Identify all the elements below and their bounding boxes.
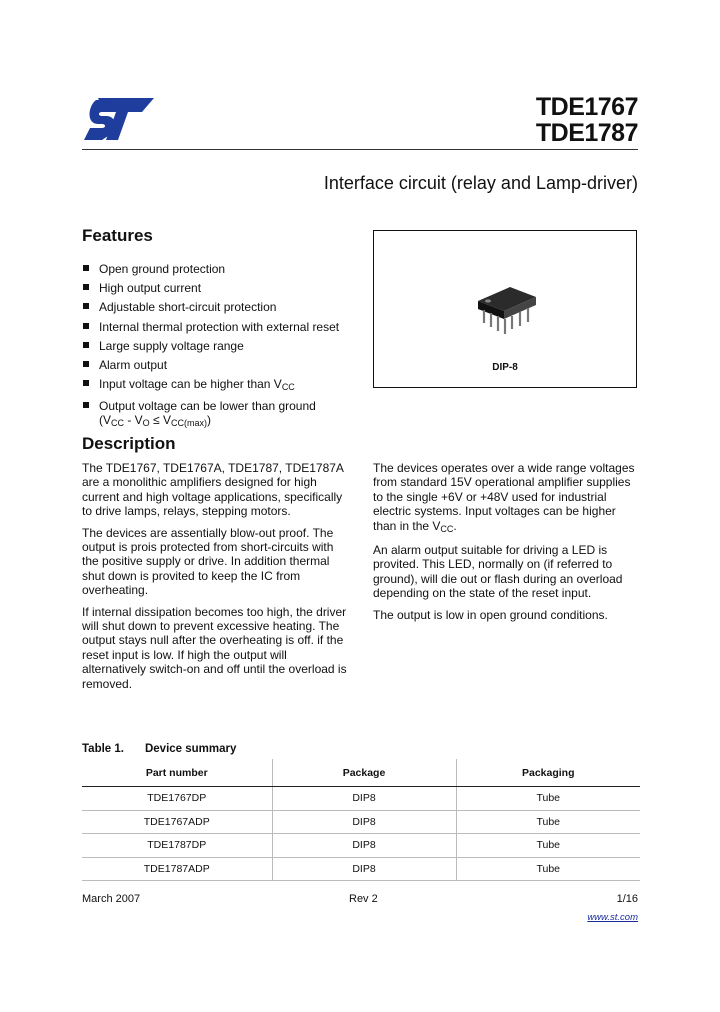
table-cell: DIP8 (272, 834, 456, 858)
list-item: Alarm output (82, 358, 372, 372)
list-item: Output voltage can be lower than ground $(V_{CC} - V_O \le V_{CC(max)})$ (82, 399, 372, 430)
table-cell: Tube (456, 857, 640, 881)
website-link[interactable]: www.st.com (587, 912, 638, 923)
table-header: Packaging (456, 759, 640, 787)
table-cell: DIP8 (272, 857, 456, 881)
table-row (82, 787, 640, 811)
list-item: Internal thermal protection with external reset (82, 320, 372, 334)
table-cell: TDE1787ADP (82, 857, 272, 881)
table-cell: TDE1767DP (82, 787, 272, 811)
table-cell: Tube (456, 834, 640, 858)
features-heading: Features (82, 226, 153, 245)
dip8-chip-image (474, 279, 542, 339)
list-item: Adjustable short-circuit protection (82, 300, 372, 314)
table-cell: TDE1767ADP (82, 810, 272, 834)
package-figure (373, 230, 637, 388)
table-row (82, 857, 640, 881)
footer-date: March 2007 (82, 893, 141, 905)
part-number-2: TDE1787 (535, 119, 638, 147)
list-item: Open ground protection (82, 262, 372, 276)
footer-page-number: 1/16 (616, 893, 638, 905)
table-cell: Tube (456, 787, 640, 811)
features-list (82, 262, 372, 436)
package-label: DIP-8 (492, 362, 518, 373)
part-number-1: TDE1767 (535, 93, 638, 121)
table-row (82, 810, 640, 834)
description-left-column (82, 461, 348, 698)
list-item: High output current (82, 281, 372, 295)
list-item: Large supply voltage range (82, 339, 372, 353)
paragraph: If internal dissipation becomes too high, the driver will shut down to prevent excessive heating. The output stays null after the overheating is off. if the reset input is low. If high the output will alternatively switch-on and off until the overload is removed. (82, 604, 347, 691)
table-header: Part number (82, 759, 272, 787)
footer-revision: Rev 2 (349, 893, 378, 905)
list-item: Input voltage can be higher than $V_{CC}$ (82, 377, 372, 394)
paragraph: The output is low in open ground conditions. (373, 607, 608, 622)
paragraph: The devices are assentially blow-out proof. The output is prois protected from short-circuits with the positive supply or drive. In addition thermal shut down is provited to keep the IC from overheating. (82, 525, 334, 598)
paragraph: The devices operates over a wide range voltages from standard 15V operational amplifier supplies to the single +6V or +48V used for industrial electric systems. Input voltages can be higher than in the $V_{CC}$. (373, 461, 635, 534)
header-rule (82, 149, 638, 150)
st-logo (82, 96, 156, 142)
table-row (82, 834, 640, 858)
table-caption: Table 1. Device summary (82, 743, 237, 755)
document-subtitle: Interface circuit (relay and Lamp-driver) (323, 173, 638, 193)
description-heading: Description (82, 434, 176, 453)
description-right-column (373, 461, 640, 629)
table-cell: DIP8 (272, 810, 456, 834)
table-header: Package (272, 759, 456, 787)
paragraph: An alarm output suitable for driving a LED is provited. This LED, normally on (if referred to ground), will die out or flash during an overload depending on the state of the reset input. (373, 543, 623, 601)
table-cell: TDE1787DP (82, 834, 272, 858)
table-cell: DIP8 (272, 787, 456, 811)
device-summary-table (82, 759, 640, 881)
paragraph: The TDE1767, TDE1767A, TDE1787, TDE1787A are a monolithic amplifiers designed for high current and high voltage applications, specifically to drive lamps, relays, stepping motors. (82, 461, 344, 519)
table-cell: Tube (456, 810, 640, 834)
